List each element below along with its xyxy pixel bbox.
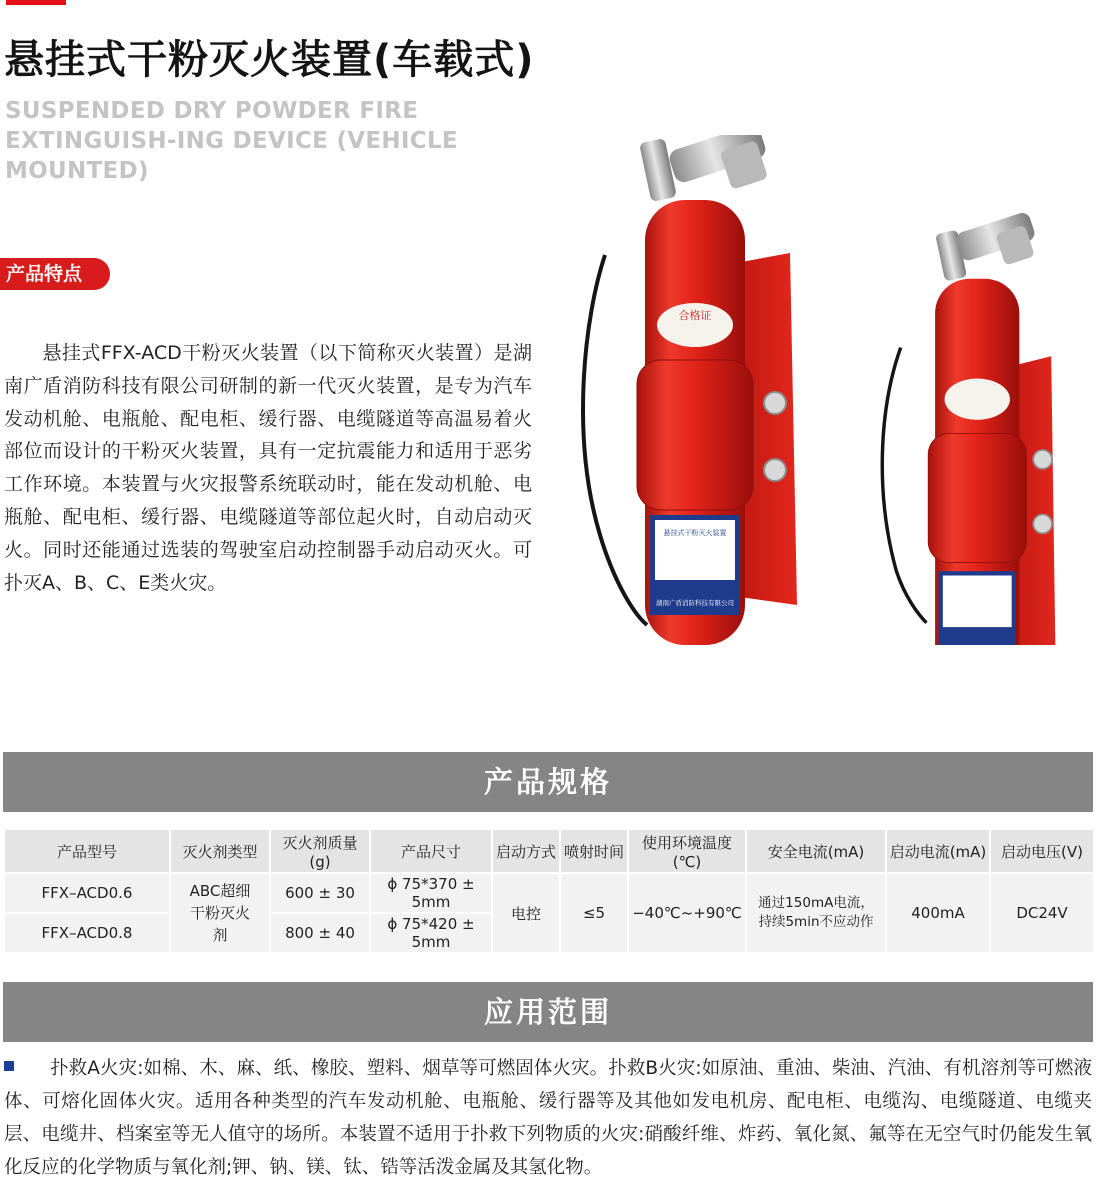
svg-text:悬挂式干粉灭火装置: 悬挂式干粉灭火装置 — [663, 529, 727, 537]
spec-header-row — [4, 829, 1094, 873]
table-row — [4, 873, 1094, 913]
model-cell: FFX–ACD0.8 — [4, 913, 170, 953]
column-header: 产品尺寸 — [370, 829, 492, 873]
start-current-cell: 400mA — [886, 873, 990, 953]
application-text — [4, 1052, 1092, 1184]
temperature-cell: −40℃~+90℃ — [628, 873, 746, 953]
svg-text:湖南广盾消防科技有限公司: 湖南广盾消防科技有限公司 — [656, 599, 734, 607]
bolt-icon — [1033, 450, 1052, 469]
column-header: 产品型号 — [4, 829, 170, 873]
column-header: 启动电流(mA) — [886, 829, 990, 873]
column-header: 启动电压(V) — [990, 829, 1094, 873]
start-voltage-cell: DC24V — [990, 873, 1094, 953]
extinguisher-large — [583, 135, 797, 645]
nozzle-elbow-large — [639, 138, 677, 202]
product-intro — [4, 337, 532, 599]
column-header: 喷射时间 — [560, 829, 628, 873]
agent-cell: ABC超细干粉灭火剂 — [170, 873, 270, 953]
column-header: 灭火剂质量(g) — [270, 829, 370, 873]
start-mode-cell: 电控 — [492, 873, 560, 953]
spec-heading: 产品规格 — [3, 752, 1093, 812]
spec-table — [3, 828, 1095, 954]
application-heading: 应用范围 — [3, 982, 1093, 1042]
column-header: 安全电流(mA) — [746, 829, 886, 873]
model-cell: FFX–ACD0.6 — [4, 873, 170, 913]
spray-time-cell: ≤5 — [560, 873, 628, 953]
bolt-icon — [764, 392, 786, 414]
application-text-body: 扑救A火灾:如棉、木、麻、纸、橡胶、塑料、烟草等可燃固体火灾。扑救B火灾:如原油、重油、柴油、汽油、有机溶剂等可燃液体、可熔化固体火灾。适用各种类型的汽车发动机舱、电瓶舱、缓行器等及其他如发电机房、配电柜、电缆沟、电缆隧道、电缆夹层、电缆井、档案室等无人值守的场所。本装置不适用于扑救下列物质的火灾:硝酸纤维、炸药、氧化氮、氟等在无空气时仍能发生氧化反应的化学物质与氧化剂;钾、钠、镁、钛、锆等活泼金属及其氢化物。 — [4, 1058, 1092, 1178]
top-accent-bar — [6, 0, 66, 5]
svg-text:合格证: 合格证 — [678, 309, 712, 322]
safe-current-cell: 通过150mA电流，持续5min不应动作 — [746, 873, 886, 953]
product-intro-text: 悬挂式FFX-ACD干粉灭火装置（以下简称灭火装置）是湖南广盾消防科技有限公司研制的新一代灭火装置，是专为汽车发动机舱、电瓶舱、配电柜、缓行器、电缆隧道等高温易着火部位而设计的干粉灭火装置，具有一定抗震能力和适用于恶劣工作环境。本装置与火灾报警系统联动时，能在发动机舱、电瓶舱、配电柜、缓行器、电缆隧道等部位起火时，自动启动灭火。同时还能通过选装的驾驶室启动控制器手动启动灭火。可扑灭A、B、C、E类火灾。 — [4, 342, 532, 594]
features-badge: 产品特点 — [0, 258, 110, 290]
extinguisher-small — [882, 211, 1055, 645]
cable-small — [882, 348, 926, 623]
column-header: 启动方式 — [492, 829, 560, 873]
page-subtitle-en: SUSPENDED DRY POWDER FIRE EXTINGUISH-ING DEVICE (VEHICLE MOUNTED) — [5, 98, 458, 184]
bullet-square-icon — [4, 1061, 14, 1071]
size-cell: ϕ 75*420 ± 5mm — [370, 913, 492, 953]
page-title: 悬挂式干粉灭火装置(车载式) — [4, 37, 535, 83]
mass-cell: 600 ± 30 — [270, 873, 370, 913]
mass-cell: 800 ± 40 — [270, 913, 370, 953]
product-photo — [575, 135, 1075, 645]
certificate-tag-small — [945, 379, 1010, 420]
column-header: 使用环境温度(℃) — [628, 829, 746, 873]
size-cell: ϕ 75*370 ± 5mm — [370, 873, 492, 913]
column-header: 灭火剂类型 — [170, 829, 270, 873]
bolt-icon — [1033, 514, 1052, 533]
bolt-icon — [764, 459, 786, 481]
